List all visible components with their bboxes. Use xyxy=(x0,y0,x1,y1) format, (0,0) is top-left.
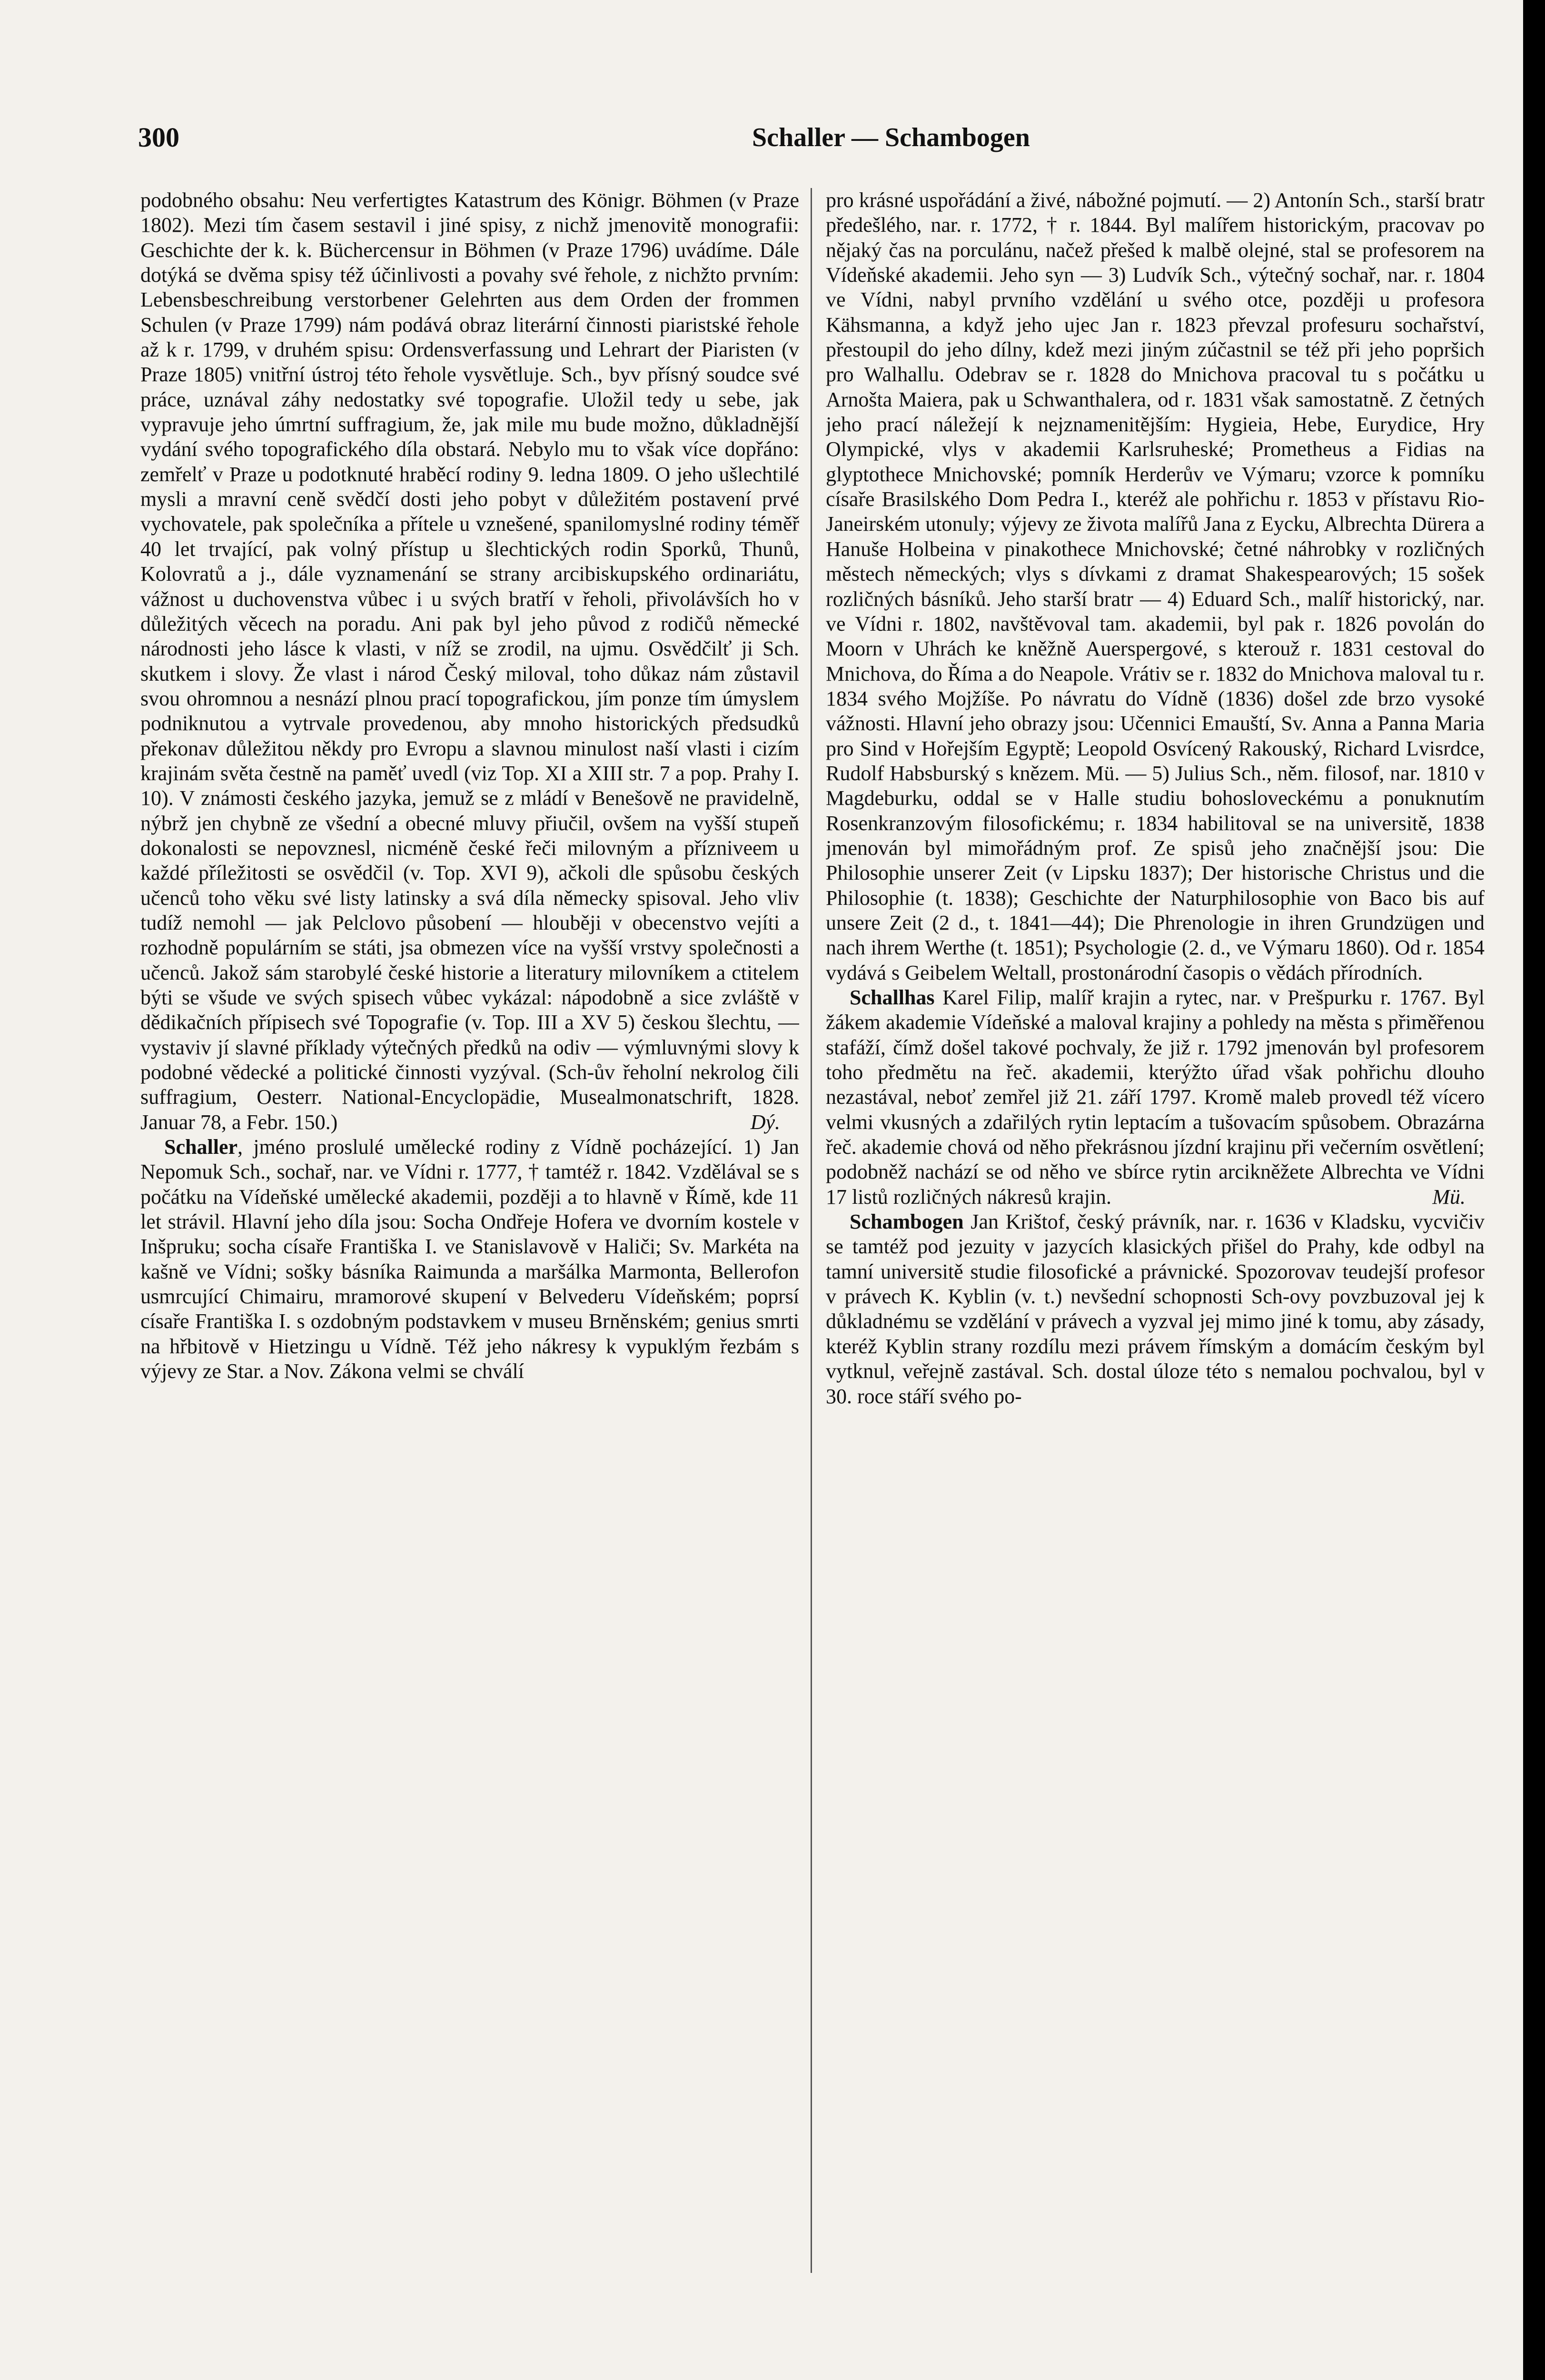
entry-schambogen xyxy=(826,1210,1485,1409)
entry-headword: Schaller xyxy=(164,1135,238,1159)
entry-text: pro krásné uspořádání a živé, nábožné pojmutí. — 2) Antonín Sch., starší bratr předešlého, nar. r. 1772, † r. 1844. Byl malířem historickým, pracovav po nějaký čas na porculánu, načež přešed k malbě olejné, stal se profesorem na Vídeňské akademii. Jeho syn — 3) Ludvík Sch., výtečný sochař, nar. r. 1804 ve Vídni, nabyl prvního vzdělání u svého otce, později u profesora Kähsmanna, a když jeho ujec Jan r. 1823 převzal profesuru sochařství, přestoupil do jeho dílny, kdež mezi jiným zúčastnil se též při jeho popršich pro Walhallu. Odebrav se r. 1828 do Mnichova pracoval tu s počátku u Arnošta Maiera, pak u Schwanthalera, od r. 1831 však samostatně. Z četných jeho prací náležejí k nejznamenitějším: Hygieia, Hebe, Eurydice, Hry Olympické, vlys v akademii Karlsruheské; Prometheus a Fidias na glyptothece Mnichovské; pomník Herderův ve Výmaru; vzorce k pomníku císaře Brasilského Dom Pedra I., kteréž ale pohřichu r. 1853 v přístavu Rio-Janeirském utonuly; výjevy ze života malířů Jana z Eycku, Albrechta Dürera a Hanuše Holbeina v pinakothece Mnichovské; četné náhrobky v rozličných městech německých; vlys s dívkami z dramat Shakespearových; 15 sošek rozličných básníků. Jeho starší bratr — 4) Eduard Sch., malíř historický, nar. ve Vídni r. 1802, navštěvoval tam. akademii, byl pak r. 1826 povolán do Moorn v Uhrách ke kněžně Auerspergové, s kterouž r. 1831 cestoval do Mnichova, do Říma a do Neapole. Vrátiv se r. 1832 do Mnichova maloval tu r. 1834 svého Mojžíše. Po návratu do Vídně (1836) došel zde brzo vysoké vážnosti. Hlavní jeho obrazy jsou: Učennici Emauští, Sv. Anna a Panna Maria pro Sind v Hořejším Egyptě; Leopold Osvícený Rakouský, Richard Lvisrdce, Rudolf Habsburský s knězem. Mü. — 5) Julius Sch., něm. filosof, nar. 1810 v Magdeburku, oddal se v Halle studiu bohosloveckému a ponuknutím Rosenkranzovým filosofickému; r. 1834 habilitoval se na universitě, 1838 jmenován byl mimořádným prof. Ze spisů jeho značnější jsou: Die Philosophie unserer Zeit (v Lipsku 1837); Der historische Christus und die Philosophie (t. 1838); Geschichte der Naturphilosophie von Baco bis auf unsere Zeit (2 d., t. 1841—44); Die Phrenologie in ihren Grundzügen und nach ihrem Werthe (t. 1851); Psychologie (2. d., ve Výmaru 1860). Od r. 1854 vydává s Geibelem Weltall, prostonárodní časopis o vědách přírodních. xyxy=(826,188,1485,984)
entry-headword: Schallhas xyxy=(850,986,935,1009)
entry-text: Jan Krištof, český právník, nar. r. 1636 v Kladsku, vycvičiv se tamtéž pod jezuity v jazycích klasických přišel do Prahy, kde odbyl na tamní universitě studie filosofické a právnické. Spozorovav teudejší profesor v právech K. Kyblin (v. t.) nevšední schopnosti Sch-ovy povzbuzoval jej k důkladnému se vzdělání v právech a vyzval jej mimo jiné k tomu, aby zásady, kteréž Kyblin strany rozdílu mezi právem římským a domácím českým byl vytknul, veřejně zastával. Sch. dostal úloze této s nemalou pochvalou, byl v 30. roce stáří svého po- xyxy=(826,1210,1485,1408)
right-column xyxy=(826,188,1485,2273)
entry-schaller xyxy=(140,1135,799,1384)
left-column xyxy=(140,188,799,2273)
article-text: podobného obsahu: Neu verfertigtes Katastrum des Königr. Böhmen (v Praze 1802). Mezi tím časem sestavil i jiné spisy, z nichž jmenovitě monografii: Geschichte der k. k. Büchercensur in Böhmen (v Praze 1796) uvádíme. Dále dotýká se dvěma spisy též účinlivosti a povahy své řehole, z nichžto prvním: Lebensbeschreibung verstorbener Gelehrten aus dem Orden der frommen Schulen (v Praze 1799) nám podává obraz literární činnosti piaristské řehole až k r. 1799, v druhém spisu: Ordensverfassung und Lehrart der Piaristen (v Praze 1805) vnitřní ústroj této řehole vysvětluje. Sch., byv přísný soudce své práce, uznával záhy nedostatky své topografie. Uložil tedy u sebe, jak vypravuje jeho úmrtní suffragium, že, jak mile mu bude možno, důkladnější vydání svého topografického díla obstará. Nebylo mu to však více dopřáno: zemřelť v Praze u podotknuté hraběcí rodiny 9. ledna 1809. O jeho ušlechtilé mysli a mravní ceně svědčí dosti jeho pobyt v důležitém postavení prvé vychovatele, pak společníka a přítele u vznešené, spanilomyslné rodiny téměř 40 let trvající, pak volný přístup u šlechtických rodin Sporků, Thunů, Kolovratů a j., dále vyznamenání se strany arcibiskupského ordinariátu, vážnost u duchovenstva vůbec i u svých bratří v řeholi, přivolávších ho v důležitých věcech na poradu. Ani pak byl jeho původ z rodičů německé národnosti jeho lásce k vlasti, v níž se zrodil, na ujmu. Osvědčilť ji Sch. skutkem i slovy. Že vlast i národ Český miloval, toho důkaz nám zůstavil svou ohromnou a nesnází plnou prací topografickou, jím ponze tím úmyslem podniknutou a vytrvale provedenou, aby mnoho historických předsudků překonav důležitou někdy pro Evropu a slavnou minulost naší vlasti i cizím krajinám světa čestně na paměť uvedl (viz Top. XI a XIII str. 7 a pop. Prahy I. 10). V známosti českého jazyka, jemuž se z mládí v Benešově ne pravidelně, nýbrž jen chybně ze všední a obecné mluvy přiučil, ovšem na vyšší stupeň dokonalosti se nepovznesl, nicméně české řeči milovným a přízniveem u každé příležitosti se osvědčil (v. Top. XVI 9), ačkoli dle spůsobu českých učenců toho věku své listy latinsky a svá díla německy spisoval. Jeho vliv tudíž nemohl — jak Pelclovo působení — hlouběji v obecenstvo vejíti a rozhodně populárním se státi, jsa obmezen více na vyšší vrstvy společnosti a učenců. Jakož sám starobylé české historie a literatury milovníkem a ctitelem býti se všude ve svých spisech vůbec vykázal: nápodobně a sice zvláště v dědikačních přípisech své Topografie (v. Top. III a XV 5) českou šlechtu, — vystaviv jí slavné příklady výtečných předků na odiv — výmluvnými slovy k podobné vědecké a politické činnosti vyzýval. (Sch-ův řeholní nekrolog čili suffragium, Oesterr. National-Encyclopädie, Musealmonatschrift, 1828. Januar 78, a Febr. 150.) xyxy=(140,188,799,1134)
page-header xyxy=(138,121,1030,164)
column-divider xyxy=(811,188,812,2273)
continued-article xyxy=(140,188,799,1135)
scan-border xyxy=(1523,0,1545,2380)
entry-schaller-continued xyxy=(826,188,1485,985)
page-number: 300 xyxy=(138,122,179,153)
running-head: Schaller — Schambogen xyxy=(752,123,1030,152)
entry-headword: Schambogen xyxy=(850,1210,964,1234)
entry-text: , jméno proslulé umělecké rodiny z Vídně pocházející. 1) Jan Nepomuk Sch., sochař, nar. ve Vídni r. 1777, † tamtéž r. 1842. Vzdělával se s počátku na Vídeňské umělecké akademii, později a to hlavně v Římě, kde 11 let strávil. Hlavní jeho díla jsou: Socha Ondřeje Hofera ve dvorním kostele v Inšpruku; socha císaře Františka I. ve Stanislavově v Haliči; Sv. Markéta na kašně ve Vídni; sošky básníka Raimunda a maršálka Marmonta, Bellerofon usmrcující Chimairu, mramorové skupení v Belvederu Vídeňském; poprsí císaře Františka I. s ozdobným podstavkem v museu Brněnském; genius smrti na hřbitově v Hietzingu u Vídně. Též jeho nákresy k vypuklým řezbám s výjevy ze Star. a Nov. Zákona velmi se chválí xyxy=(140,1135,799,1383)
author-signature: Mü. xyxy=(1432,1185,1466,1209)
entry-schallhas xyxy=(826,985,1485,1210)
author-signature: Dý. xyxy=(750,1110,780,1134)
entry-text: Karel Filip, malíř krajin a rytec, nar. v Prešpurku r. 1767. Byl žákem akademie Vídeňské a maloval krajiny a pohledy na města s přiměřenou stafáží, čímž došel takové pochvaly, že již r. 1792 jmenován byl profesorem toho předmětu na řeč. akademii, kterýžto úřad však pohřichu dlouho nezastával, neboť zemřel již 21. září 1797. Kromě maleb provedl též vícero velmi vkusných a zdařilých rytin leptacím a tušovacím spůsobem. Obrazárna řeč. akademie chová od něho překrásnou jízdní krajinu při večerním osvětlení; podobněž nachází se od něho ve sbírce rytin arcikněžete Albrechta ve Vídni 17 listů rozličných nákresů krajin. xyxy=(826,986,1485,1209)
